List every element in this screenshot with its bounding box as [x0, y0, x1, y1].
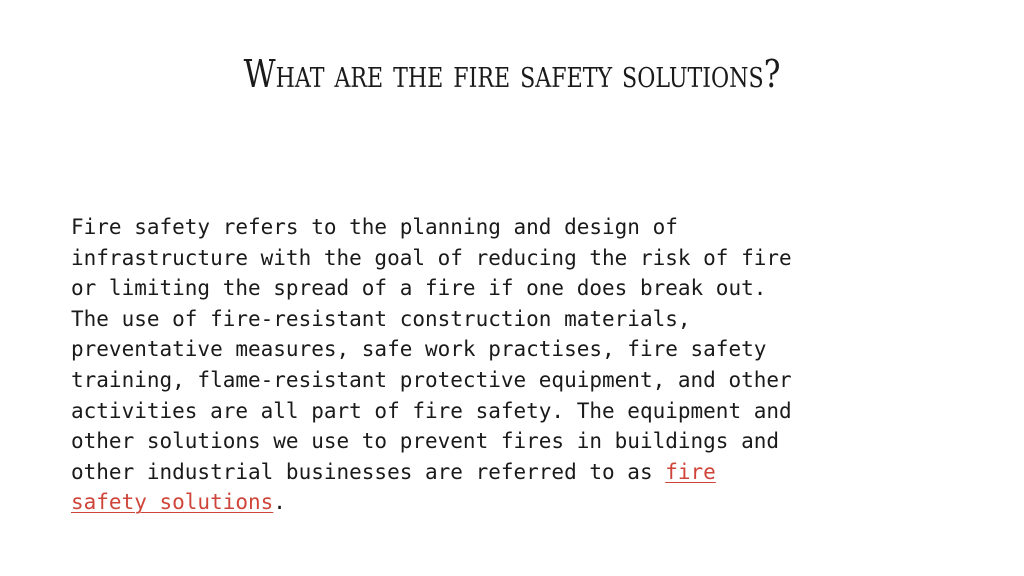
ending-period: .	[273, 490, 286, 515]
fire-safety-solutions-link-part2[interactable]: safety solutions	[71, 490, 274, 515]
body-line: infrastructure with the goal of reducing the risk of fire	[71, 245, 792, 270]
slide-body-text	[71, 212, 971, 518]
body-line: The use of fire-resistant construction materials,	[71, 306, 691, 331]
body-line: other solutions we use to prevent fires in buildings and	[71, 429, 780, 454]
body-line: training, flame-resistant protective equipment, and other	[71, 367, 792, 392]
body-line-with-link	[71, 487, 971, 518]
body-line: other industrial businesses are referred to as	[71, 459, 666, 484]
slide-title: What are the fire safety solutions?	[243, 52, 781, 96]
body-line: activities are all part of fire safety. The equipment and	[71, 398, 792, 423]
fire-safety-solutions-link-part1[interactable]: fire	[665, 459, 716, 484]
body-line: or limiting the spread of a fire if one does break out.	[71, 276, 767, 301]
body-line-with-link	[71, 457, 971, 488]
body-line: Fire safety refers to the planning and design of	[71, 215, 678, 239]
body-line: preventative measures, safe work practises, fire safety	[71, 337, 767, 362]
